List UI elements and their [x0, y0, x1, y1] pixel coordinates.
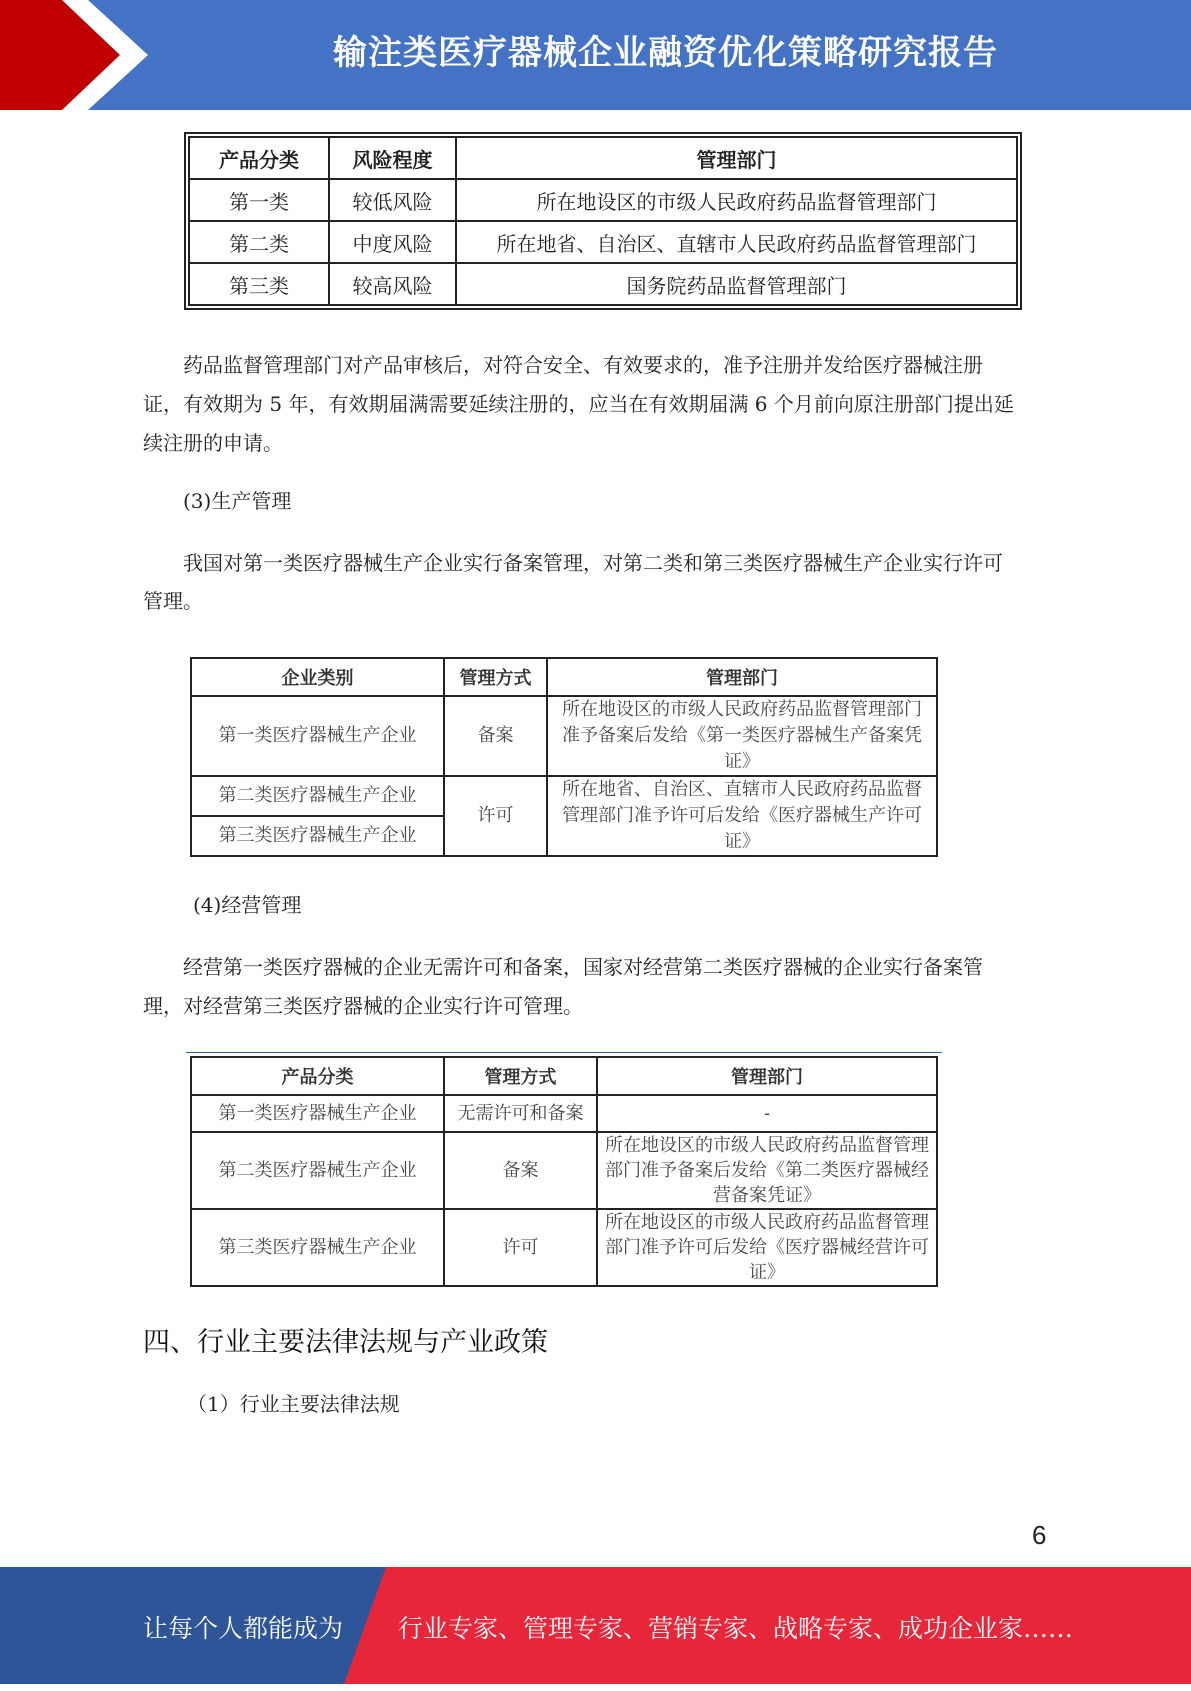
paragraph-line: 续注册的申请。 [143, 431, 283, 455]
section-heading: 四、行业主要法律法规与产业政策 [143, 1327, 548, 1358]
table-header: 风险程度 [329, 137, 456, 179]
table-header: 企业类别 [191, 658, 444, 696]
paragraph-line: 理，对经营第三类医疗器械的企业实行许可管理。 [143, 994, 583, 1018]
table-header: 产品分类 [191, 1057, 444, 1095]
table-cell: 许可 [444, 776, 547, 856]
paragraph-line: 经营第一类医疗器械的企业无需许可和备案，国家对经营第二类医疗器械的企业实行备案管 [183, 955, 983, 979]
table-row [191, 1209, 937, 1286]
subheading-production: (3)生产管理 [183, 489, 292, 513]
table-cell: 较高风险 [329, 263, 456, 305]
table-header: 管理方式 [444, 658, 547, 696]
subheading-operation: (4)经营管理 [193, 893, 302, 917]
table-cell: 所在地设区的市级人民政府药品监督管理部门准予备案后发给《第二类医疗器械经营备案凭证》 [597, 1132, 937, 1209]
page-footer [0, 1567, 1191, 1684]
table-cell: - [597, 1095, 937, 1132]
table-cell: 第三类 [189, 263, 329, 305]
table-cell: 第一类医疗器械生产企业 [191, 1095, 444, 1132]
table-cell: 所在地设区的市级人民政府药品监督管理部门准予备案后发给《第一类医疗器械生产备案凭证》 [547, 696, 937, 776]
product-risk-table [188, 136, 1018, 306]
paragraph-line: 药品监督管理部门对产品审核后，对符合安全、有效要求的，准予注册并发给医疗器械注册 [183, 353, 983, 377]
table-row [189, 263, 1017, 305]
table-cell: 所在地省、自治区、直辖市人民政府药品监督管理部门 [456, 221, 1017, 263]
table-cell: 较低风险 [329, 179, 456, 221]
table-row [191, 696, 937, 776]
table-header: 管理部门 [597, 1057, 937, 1095]
table-cell: 第一类医疗器械生产企业 [191, 696, 444, 776]
table-cell: 第一类 [189, 179, 329, 221]
paragraph-line: 管理。 [143, 589, 203, 613]
footer-slogan: 让每个人都能成为 [143, 1614, 344, 1643]
table-header: 管理方式 [444, 1057, 597, 1095]
table-cell: 无需许可和备案 [444, 1095, 597, 1132]
table-row [191, 1132, 937, 1209]
operation-management-table [190, 1056, 938, 1287]
production-management-table [190, 657, 938, 857]
divider [186, 1052, 942, 1053]
table-cell: 备案 [444, 696, 547, 776]
table-row [189, 179, 1017, 221]
table-header: 管理部门 [547, 658, 937, 696]
table-row [191, 1095, 937, 1132]
report-title: 输注类医疗器械企业融资优化策略研究报告 [333, 33, 998, 73]
page-number: 6 [1032, 1520, 1047, 1550]
paragraph-line: 证，有效期为 5 年，有效期届满需要延续注册的，应当在有效期届满 6 个月前向原注册部门提出延 [143, 392, 1014, 416]
table-cell: 第三类医疗器械生产企业 [191, 816, 444, 856]
footer-roles: 行业专家、管理专家、营销专家、战略专家、成功企业家…… [398, 1614, 1074, 1643]
page-header [0, 0, 1191, 110]
table-cell: 第二类医疗器械生产企业 [191, 1132, 444, 1209]
subheading-laws: （1）行业主要法律法规 [187, 1392, 400, 1416]
header-chevron-icon [0, 0, 160, 110]
table-cell: 许可 [444, 1209, 597, 1286]
table-cell: 国务院药品监督管理部门 [456, 263, 1017, 305]
table-cell: 所在地省、自治区、直辖市人民政府药品监督管理部门准予许可后发给《医疗器械生产许可证》 [547, 776, 937, 856]
table-cell: 所在地设区的市级人民政府药品监督管理部门 [456, 179, 1017, 221]
table-cell: 所在地设区的市级人民政府药品监督管理部门准予许可后发给《医疗器械经营许可证》 [597, 1209, 937, 1286]
table-row [189, 221, 1017, 263]
table-cell: 第二类医疗器械生产企业 [191, 776, 444, 816]
table-cell: 中度风险 [329, 221, 456, 263]
table-row [191, 776, 937, 816]
table-header: 产品分类 [189, 137, 329, 179]
table-cell: 第三类医疗器械生产企业 [191, 1209, 444, 1286]
table-header: 管理部门 [456, 137, 1017, 179]
paragraph-line: 我国对第一类医疗器械生产企业实行备案管理，对第二类和第三类医疗器械生产企业实行许可 [183, 551, 1003, 575]
table-cell: 备案 [444, 1132, 597, 1209]
table-cell: 第二类 [189, 221, 329, 263]
